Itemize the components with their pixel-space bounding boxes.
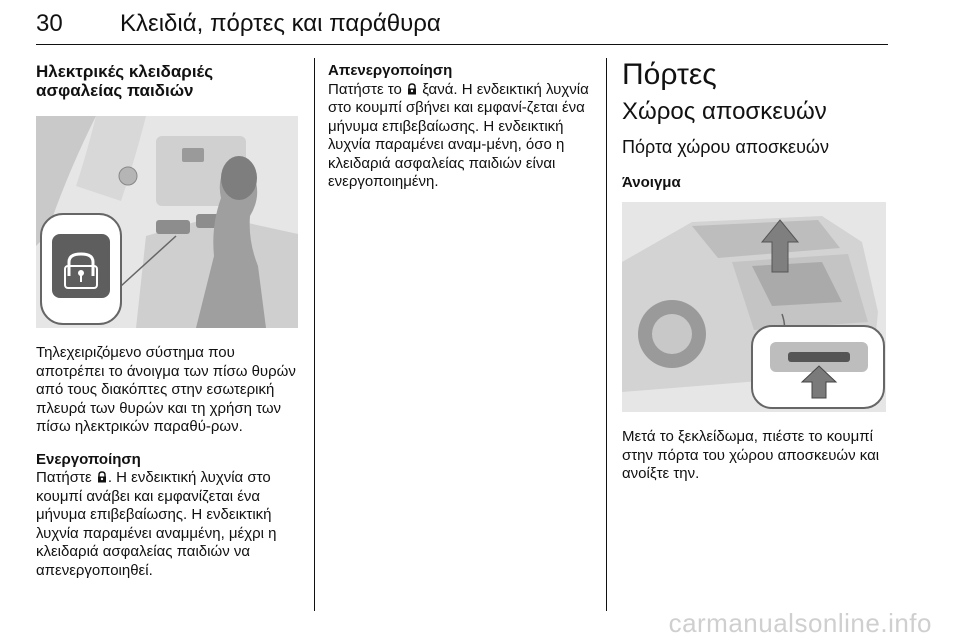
column-left [36,62,300,580]
heading-luggage-compartment: Χώρος αποσκευών [622,98,827,125]
illustration-child-lock-button [36,116,298,328]
section-title-child-locks: Ηλεκτρικές κλειδαριές ασφαλείας παιδιών [36,62,214,100]
tailgate-open-text: Μετά το ξεκλείδωμα, πιέστε το κουμπί στην πόρτα του χώρου αποσκευών και ανοίξτε την. [622,428,880,482]
column-divider-1 [314,58,315,611]
activation-text [36,469,300,580]
tailgate-illustration [622,202,886,412]
activation-text-post: . Η ενδεικτική λυχνία στο κουμπί ανάβει και εμφανίζεται ένα μήνυμα επιβεβαίωσης. Η ενδεικτική λυχνία παραμένει αναμμένη, μέχρι η κλειδαριά ασφαλείας παιδιών να απενεργοποιηθεί. [36,469,277,579]
child-lock-icon [97,471,107,483]
column-divider-2 [606,58,607,611]
deactivation-text-post: ξανά. Η ενδεικτική λυχνία στο κουμπί σβήνει και εμφανί-ζεται ένα μήνυμα επιβεβαίωσης. Η ενδεικτική λυχνία παραμένει αναμ-μένη, όσο η κλειδαριά ασφαλείας παιδιών είναι ενεργοποιημένη. [328,80,589,190]
heading-opening: Άνοιγμα [622,174,681,191]
page-number: 30 [36,10,63,37]
column-middle [328,62,592,192]
illustration-tailgate-opening [622,202,886,412]
page-title: Κλειδιά, πόρτες και παράθυρα [120,10,441,37]
child-lock-description: Τηλεχειριζόμενο σύστημα που αποτρέπει το άνοιγμα των πίσω θυρών από τους διακόπτες στην εσωτερική πλευρά των θυρών και τη χρήση των πίσω ηλεκτρικών παραθύ-ρων. [36,344,296,435]
child-lock-icon [407,83,417,95]
deactivation-heading: Απενεργοποίηση [328,62,453,79]
activation-text-pre: Πατήστε [36,469,92,486]
column-right [622,58,888,484]
activation-heading: Ενεργοποίηση [36,450,141,468]
deactivation-text-pre: Πατήστε το [328,80,402,98]
heading-tailgate: Πόρτα χώρου αποσκευών [622,137,829,157]
page-header [36,4,924,48]
header-rule [36,44,888,45]
watermark: carmanualsonline.info [668,608,932,638]
child-lock-illustration [36,116,298,328]
heading-doors: Πόρτες [622,58,717,91]
deactivation-text [328,81,592,192]
